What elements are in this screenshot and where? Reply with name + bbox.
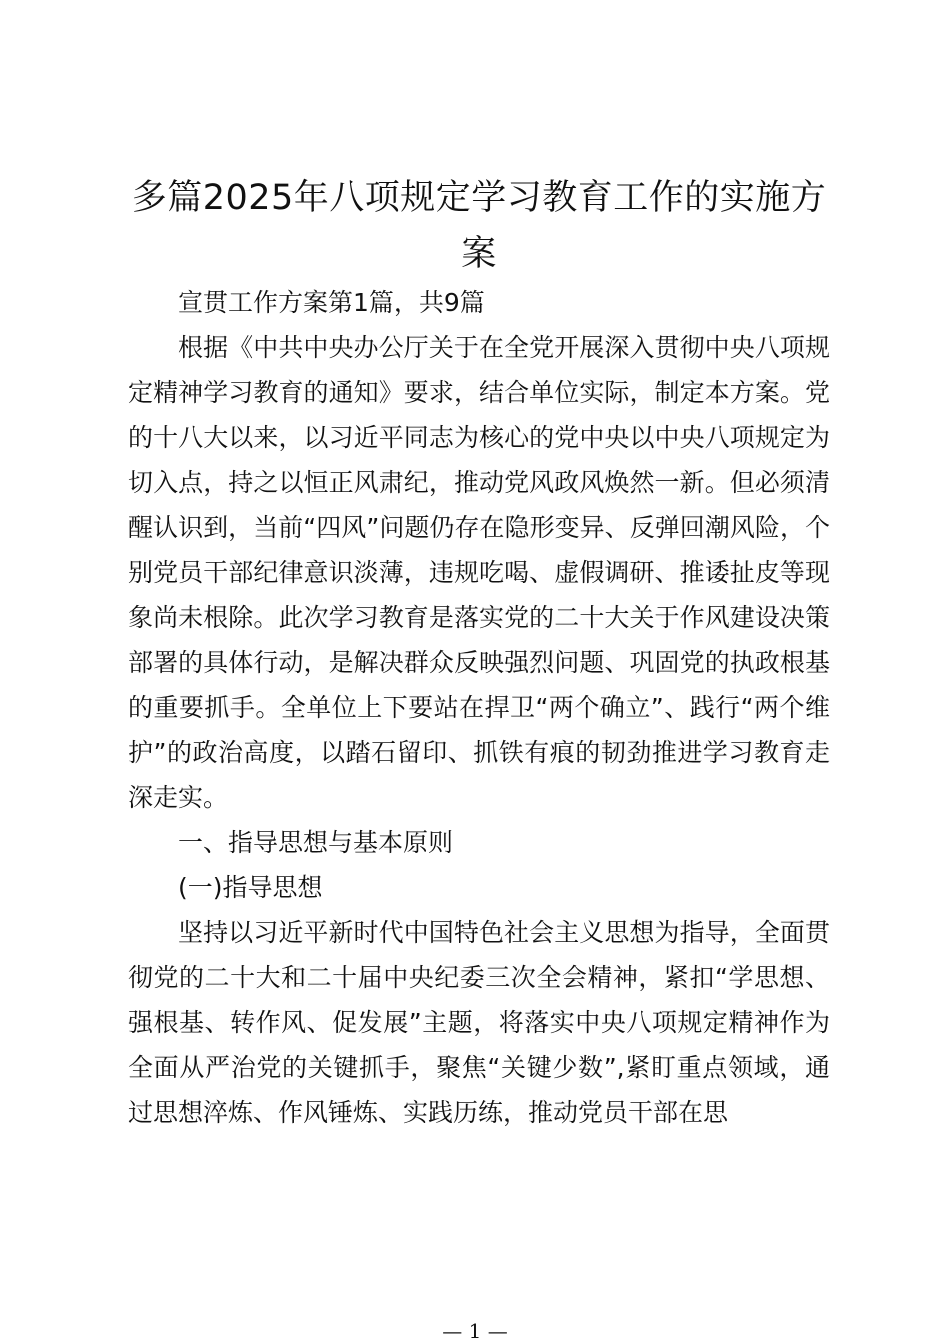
paragraph-subtitle: 宣贯工作方案第1篇，共9篇: [178, 288, 485, 317]
page-number: — 1 —: [442, 1319, 508, 1343]
document-title: 多篇2025年八项规定学习教育工作的实施方案: [131, 178, 827, 274]
paragraph-intro: 根据《中共中央办公厅关于在全党开展深入贯彻中央八项规定精神学习教育的通知》要求，结合单位实际，制定本方案。党的十八大以来，以习近平同志为核心的党中央以中央八项规定为切入点，持之以恒正风肃纪，推动党风政风焕然一新。但必须清醒认识到，当前“四风”问题仍存在隐形变异、反弹回潮风险，个别党员干部纪律意识淡薄，违规吃喝、虚假调研、推诿扯皮等现象尚未根除。此次学习教育是落实党的二十大关于作风建设决策部署的具体行动，是解决群众反映强烈问题、巩固党的执政根基的重要抓手。全单位上下要站在捍卫“两个确立”、践行“两个维护”的政治高度，以踏石留印、抓铁有痕的韧劲推进学习教育走深走实。: [128, 333, 830, 812]
document-body: [128, 280, 830, 1135]
section-heading: 一、指导思想与基本原则: [178, 828, 454, 857]
paragraph-guiding-thought: 坚持以习近平新时代中国特色社会主义思想为指导，全面贯彻党的二十大和二十届中央纪委三次全会精神，紧扣“学思想、强根基、转作风、促发展”主题，将落实中央八项规定精神作为全面从严治党的关键抓手，聚焦“关键少数”,紧盯重点领域，通过思想淬炼、作风锤炼、实践历练，推动党员干部在思: [128, 918, 830, 1127]
subsection-heading: (一)指导思想: [178, 873, 323, 902]
